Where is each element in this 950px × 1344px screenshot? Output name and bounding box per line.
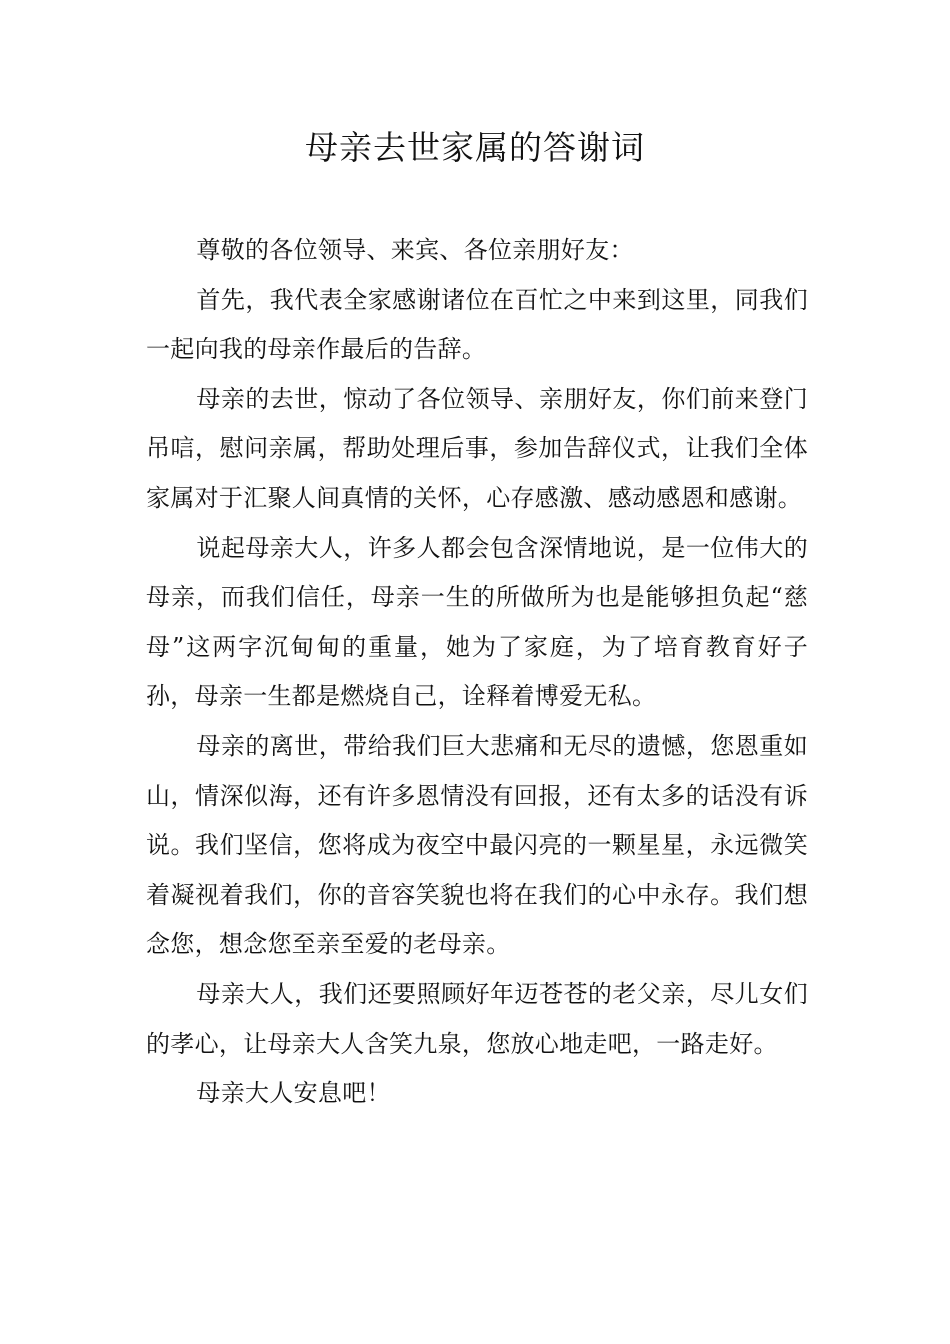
paragraph-grief: 母亲的离世，带给我们巨大悲痛和无尽的遗憾，您恩重如山，情深似海，还有许多恩情没有回报，还有太多的话没有诉说。我们坚信，您将成为夜空中最闪亮的一颗星星，永远微笑着凝视着我们，你的音容笑貌也将在我们的心中永存。我们想念您，想念您至亲至爱的老母亲。 (146, 731, 808, 959)
document-body (146, 226, 808, 1119)
paragraph-condolence: 母亲的去世，惊动了各位领导、亲朋好友，你们前来登门吊唁，慰问亲属，帮助处理后事，参加告辞仪式，让我们全体家属对于汇聚人间真情的关怀，心存感激、感动感恩和感谢。 (146, 384, 808, 512)
paragraph-mother-tribute: 说起母亲大人，许多人都会包含深情地说，是一位伟大的母亲，而我们信任，母亲一生的所做所为也是能够担负起“慈母”这两字沉甸甸的重量，她为了家庭，为了培育教育好子孙，母亲一生都是燃烧自己，诠释着博爱无私。 (146, 533, 808, 711)
paragraph-rest-in-peace: 母亲大人安息吧！ (196, 1079, 391, 1108)
paragraph-thanks: 首先，我代表全家感谢诸位在百忙之中来到这里，同我们一起向我的母亲作最后的告辞。 (146, 285, 808, 364)
document-title: 母亲去世家属的答谢词 (305, 128, 645, 167)
paragraph-farewell: 母亲大人，我们还要照顾好年迈苍苍的老父亲，尽儿女们的孝心，让母亲大人含笑九泉，您放心地走吧，一路走好。 (146, 979, 808, 1058)
paragraph-salutation: 尊敬的各位领导、来宾、各位亲朋好友： (196, 236, 634, 264)
